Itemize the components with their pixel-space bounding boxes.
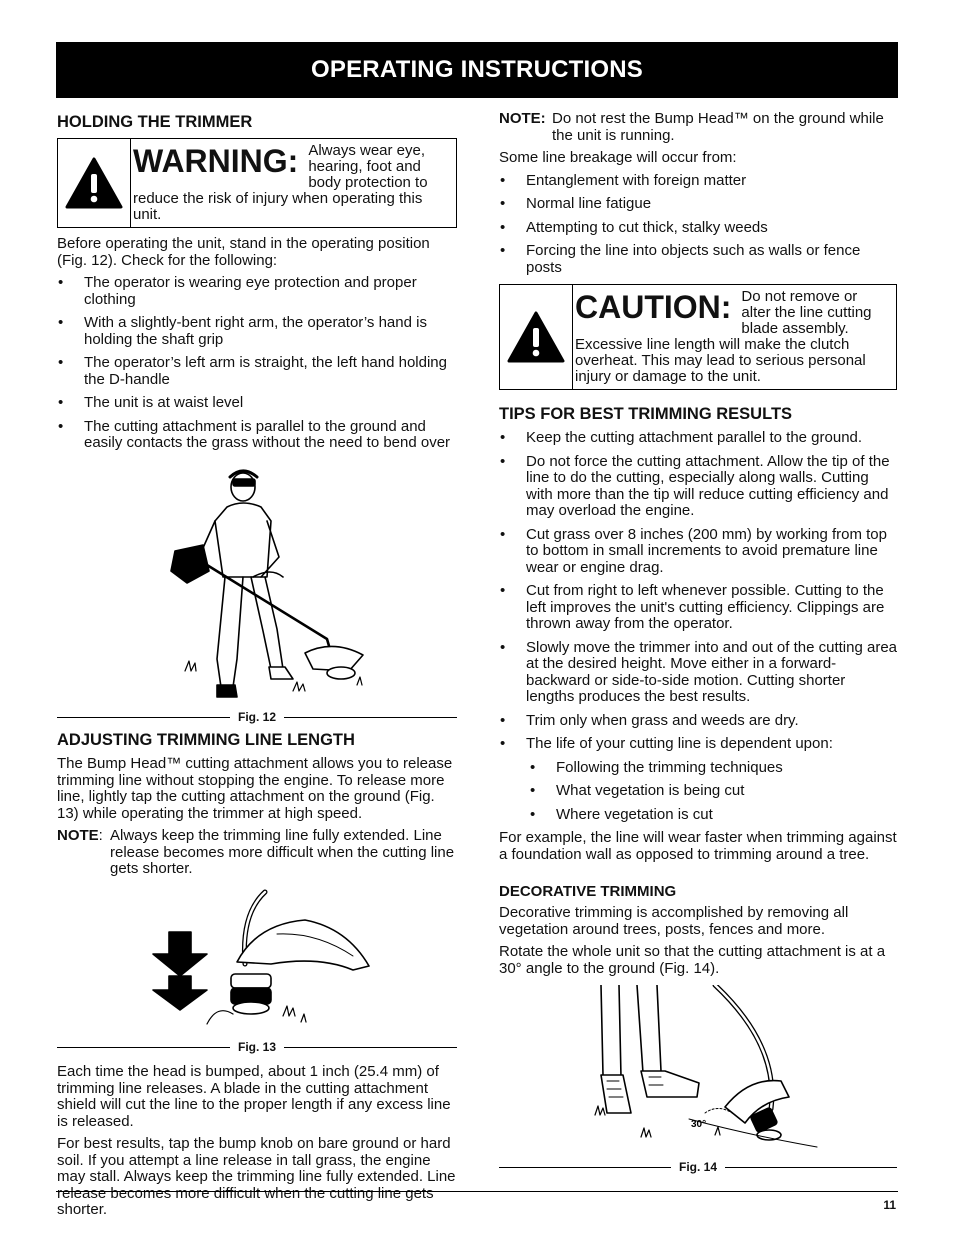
page-number: 11 [883,1198,896,1212]
left-column [57,108,457,1225]
bump-head-tap-illustration [57,884,457,1034]
list-item: • What vegetation is being cut [499,783,897,800]
note-label: NOTE: [499,110,546,127]
warning-label: WARNING: [133,143,299,179]
list-item: • Entanglement with foreign matter [499,173,897,190]
list-item: • Do not force the cutting attachment. Allow the tip of the line to do the cutting, especially along walls. Cutting with more than the tip will reduce cutting efficiency and may overload the engine. [499,454,897,520]
example-paragraph: For example, the line will wear faster when trimming against a foundation wall as opposed to trimming around a tree. [499,829,897,863]
list-item: • Slowly move the trimmer into and out of the cutting area at the desired height. Move either in a forward-backward or side-to-side motion. Cutting shorter lengths produces the best results. [499,640,897,706]
list-item: • With a slightly-bent right arm, the operator’s hand is holding the shaft grip [57,315,457,348]
warning-text: Always wear eye, hearing, foot and body protection to reduce the risk of injury when operating this unit. [133,142,428,223]
warning-box [57,138,457,228]
holding-intro: Before operating the unit, stand in the operating position (Fig. 12). Check for the following: [57,235,430,269]
down-arrow-icon [153,976,207,1010]
note-separator: : [98,827,103,844]
adjust-paragraph-3: For best results, tap the bump knob on bare ground or hard soil. If you attempt a line release in tall grass, the engine may stall. Always keep the trimming line fully extended. Line release becomes more difficult when the cutting line gets shorter. [57,1135,456,1218]
adjust-paragraph-2: Each time the head is bumped, about 1 inch (25.4 mm) of trimming line releases. A blade in the cutting attachment shield will cut the line to the proper length if any excess line is released. [57,1063,451,1130]
adjust-paragraph-1: The Bump Head™ cutting attachment allows you to release trimming line without stopping the engine. To release more line, lightly tap the cutting attachment on the ground (Fig. 13) while operating the trimmer at high speed. [57,755,453,822]
list-item: • Attempting to cut thick, stalky weeds [499,220,897,237]
list-item: • The unit is at waist level [57,395,457,412]
adjust-heading: ADJUSTING TRIMMING LINE LENGTH [57,731,355,749]
decorative-heading: DECORATIVE TRIMMING [499,883,677,900]
list-item: • Cut from right to left whenever possible. Cutting to the left improves the unit's cutting efficiency. Clippings are thrown away from the operator. [499,583,897,633]
figure-14 [499,985,897,1174]
breakage-intro: Some line breakage will occur from: [499,149,737,166]
list-item: • Where vegetation is cut [499,807,897,824]
down-arrow-icon [153,932,207,976]
note-label: NOTE [57,827,99,844]
list-item: • The operator’s left arm is straight, the left hand holding the D-handle [57,355,457,388]
figure-12 [57,459,457,725]
list-item: • Forcing the line into objects such as walls or fence posts [499,243,897,276]
list-item: • Normal line fatigue [499,196,897,213]
footer-rule [56,1191,898,1192]
page-title: OPERATING INSTRUCTIONS [311,56,643,83]
list-item: • The life of your cutting line is dependent upon: [499,736,897,753]
note-text: Do not rest the Bump Head™ on the ground while the unit is running. [552,110,884,144]
fig13-caption-rule [57,1040,457,1054]
list-item: • The operator is wearing eye protection and proper clothing [57,275,457,308]
fig14-caption-rule [499,1160,897,1174]
tips-heading: TIPS FOR BEST TRIMMING RESULTS [499,405,793,423]
warning-symbol-cell [58,139,131,227]
decorative-paragraph-2: Rotate the whole unit so that the cutting attachment is at a 30° angle to the ground (Fig. 14). [499,943,886,977]
right-column [499,108,897,1180]
list-item: • The cutting attachment is parallel to the ground and easily contacts the grass without the need to bend over [57,419,457,452]
caution-box [499,284,897,390]
fig12-caption-rule [57,710,457,724]
tips-list [499,430,897,753]
list-item: • Trim only when grass and weeds are dry. [499,713,897,730]
decorative-paragraph-1: Decorative trimming is accomplished by removing all vegetation around trees, posts, fences and more. [499,904,849,938]
angle-label: 30° [691,1119,707,1130]
fig13-caption: Fig. 13 [230,1040,284,1054]
breakage-list [499,173,897,277]
section-banner [56,42,898,98]
life-factors-list [499,760,897,824]
bump-head-note [499,111,897,144]
holding-heading: HOLDING THE TRIMMER [57,113,253,131]
caution-triangle-icon [506,310,566,364]
adjust-note [57,828,457,878]
operator-with-trimmer-illustration [57,459,457,704]
angled-trimming-illustration [499,985,897,1153]
list-item: • Following the trimming techniques [499,760,897,777]
fig12-caption: Fig. 12 [230,710,284,724]
holding-checklist [57,275,457,452]
note-text: Always keep the trimming line fully extended. Line release becomes more difficult when the cutting line gets shorter. [110,827,455,877]
caution-text: Do not remove or alter the line cutting blade assembly. Excessive line length will make the clutch overheat. This may lead to serious personal injury or damage to the unit. [575,288,872,385]
caution-label: CAUTION: [575,289,732,325]
list-item: • Cut grass over 8 inches (200 mm) by working from top to bottom in small increments to avoid premature line wear or engine drag. [499,527,897,577]
caution-symbol-cell [500,285,573,389]
warning-triangle-icon [64,156,124,210]
fig14-caption: Fig. 14 [671,1160,725,1174]
figure-13 [57,884,457,1055]
list-item: • Keep the cutting attachment parallel to the ground. [499,430,897,447]
